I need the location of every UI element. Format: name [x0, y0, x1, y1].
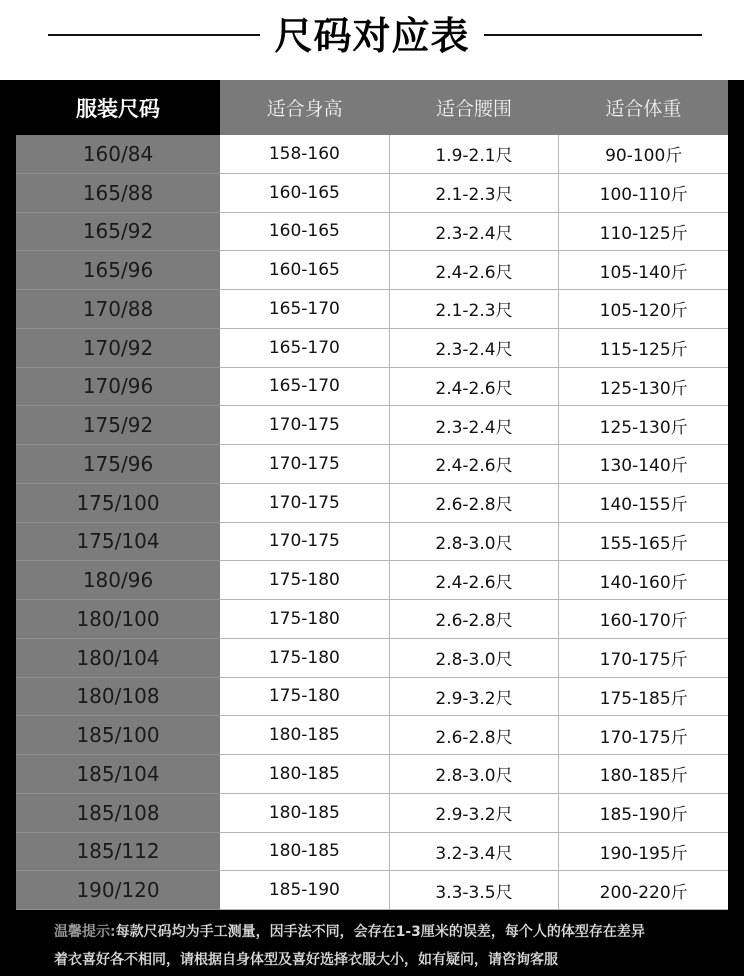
header-weight: 适合体重 [559, 80, 728, 135]
header-height: 适合身高 [220, 80, 389, 135]
table-row [16, 174, 728, 213]
cell-weight: 125-130斤 [559, 368, 728, 407]
cell-size: 185/112 [16, 833, 220, 872]
table-row [16, 445, 728, 484]
cell-size: 165/96 [16, 251, 220, 290]
table-row [16, 135, 728, 174]
cell-weight: 140-155斤 [559, 484, 728, 523]
cell-weight: 90-100斤 [559, 135, 728, 174]
table-row [16, 755, 728, 794]
cell-weight: 110-125斤 [559, 213, 728, 252]
cell-weight: 105-120斤 [559, 290, 728, 329]
tip-line-2: 着衣喜好各不相同，请根据自身体型及喜好选择衣服大小，如有疑问，请咨询客服 [54, 952, 558, 968]
cell-size: 175/92 [16, 406, 220, 445]
tip-line-1 [54, 918, 734, 946]
cell-height: 180-185 [220, 833, 390, 872]
table-row [16, 523, 728, 562]
cell-size: 170/92 [16, 329, 220, 368]
table-row [16, 290, 728, 329]
cell-waist: 2.4-2.6尺 [390, 445, 560, 484]
cell-waist: 3.2-3.4尺 [390, 833, 560, 872]
cell-waist: 2.3-2.4尺 [390, 329, 560, 368]
table-row [16, 406, 728, 445]
cell-height: 160-165 [220, 251, 390, 290]
cell-height: 180-185 [220, 755, 390, 794]
cell-size: 180/100 [16, 600, 220, 639]
cell-weight: 105-140斤 [559, 251, 728, 290]
cell-weight: 115-125斤 [559, 329, 728, 368]
cell-height: 175-180 [220, 678, 390, 717]
cell-size: 185/108 [16, 794, 220, 833]
cell-height: 160-165 [220, 213, 390, 252]
cell-height: 170-175 [220, 484, 390, 523]
title-divider-left [48, 34, 260, 36]
cell-waist: 2.8-3.0尺 [390, 523, 560, 562]
cell-weight: 155-165斤 [559, 523, 728, 562]
cell-waist: 2.3-2.4尺 [390, 406, 560, 445]
cell-height: 175-180 [220, 639, 390, 678]
cell-size: 170/88 [16, 290, 220, 329]
cell-waist: 2.1-2.3尺 [390, 290, 560, 329]
tip-text-1: 每款尺码均为手工测量，因手法不同，会存在1-3厘米的误差，每个人的体型存在差异 [115, 924, 645, 940]
cell-weight: 180-185斤 [559, 755, 728, 794]
tip-label: 温馨提示: [54, 924, 116, 940]
cell-waist: 2.8-3.0尺 [390, 755, 560, 794]
cell-weight: 160-170斤 [559, 600, 728, 639]
cell-height: 180-185 [220, 716, 390, 755]
table-header [16, 80, 728, 135]
cell-size: 190/120 [16, 871, 220, 910]
cell-height: 185-190 [220, 871, 390, 910]
cell-height: 170-175 [220, 406, 390, 445]
cell-height: 165-170 [220, 290, 390, 329]
tip-note [54, 918, 734, 974]
cell-weight: 140-160斤 [559, 561, 728, 600]
cell-waist: 2.6-2.8尺 [390, 484, 560, 523]
cell-waist: 2.1-2.3尺 [390, 174, 560, 213]
table-row [16, 561, 728, 600]
cell-size: 175/96 [16, 445, 220, 484]
header-waist: 适合腰围 [389, 80, 558, 135]
cell-size: 185/104 [16, 755, 220, 794]
cell-height: 180-185 [220, 794, 390, 833]
cell-weight: 175-185斤 [559, 678, 728, 717]
title-bar [0, 0, 744, 80]
cell-weight: 170-175斤 [559, 716, 728, 755]
cell-height: 175-180 [220, 600, 390, 639]
cell-weight: 130-140斤 [559, 445, 728, 484]
cell-height: 160-165 [220, 174, 390, 213]
cell-waist: 2.8-3.0尺 [390, 639, 560, 678]
cell-height: 175-180 [220, 561, 390, 600]
cell-waist: 1.9-2.1尺 [390, 135, 560, 174]
table-row [16, 794, 728, 833]
title-divider-right [484, 34, 702, 36]
table-row [16, 639, 728, 678]
cell-waist: 2.9-3.2尺 [390, 678, 560, 717]
cell-weight: 190-195斤 [559, 833, 728, 872]
cell-weight: 185-190斤 [559, 794, 728, 833]
page-title: 尺码对应表 [274, 14, 470, 58]
table-row [16, 213, 728, 252]
cell-weight: 200-220斤 [559, 871, 728, 910]
cell-size: 165/88 [16, 174, 220, 213]
table-row [16, 484, 728, 523]
cell-waist: 2.4-2.6尺 [390, 368, 560, 407]
cell-waist: 2.4-2.6尺 [390, 251, 560, 290]
cell-waist: 2.3-2.4尺 [390, 213, 560, 252]
cell-weight: 170-175斤 [559, 639, 728, 678]
table-row [16, 716, 728, 755]
cell-waist: 2.9-3.2尺 [390, 794, 560, 833]
table-row [16, 871, 728, 910]
cell-size: 185/100 [16, 716, 220, 755]
cell-size: 180/108 [16, 678, 220, 717]
cell-waist: 2.4-2.6尺 [390, 561, 560, 600]
table-row [16, 600, 728, 639]
cell-height: 170-175 [220, 523, 390, 562]
cell-size: 165/92 [16, 213, 220, 252]
cell-height: 165-170 [220, 368, 390, 407]
cell-size: 160/84 [16, 135, 220, 174]
cell-size: 170/96 [16, 368, 220, 407]
cell-height: 165-170 [220, 329, 390, 368]
cell-waist: 2.6-2.8尺 [390, 716, 560, 755]
table-row [16, 329, 728, 368]
cell-size: 175/100 [16, 484, 220, 523]
header-size: 服装尺码 [16, 80, 220, 135]
table-row [16, 678, 728, 717]
size-table [16, 80, 728, 910]
cell-size: 180/96 [16, 561, 220, 600]
cell-waist: 3.3-3.5尺 [390, 871, 560, 910]
cell-weight: 100-110斤 [559, 174, 728, 213]
cell-height: 158-160 [220, 135, 390, 174]
cell-height: 170-175 [220, 445, 390, 484]
cell-weight: 125-130斤 [559, 406, 728, 445]
table-row [16, 251, 728, 290]
table-row [16, 833, 728, 872]
cell-waist: 2.6-2.8尺 [390, 600, 560, 639]
table-body [16, 135, 728, 910]
cell-size: 180/104 [16, 639, 220, 678]
cell-size: 175/104 [16, 523, 220, 562]
table-row [16, 368, 728, 407]
